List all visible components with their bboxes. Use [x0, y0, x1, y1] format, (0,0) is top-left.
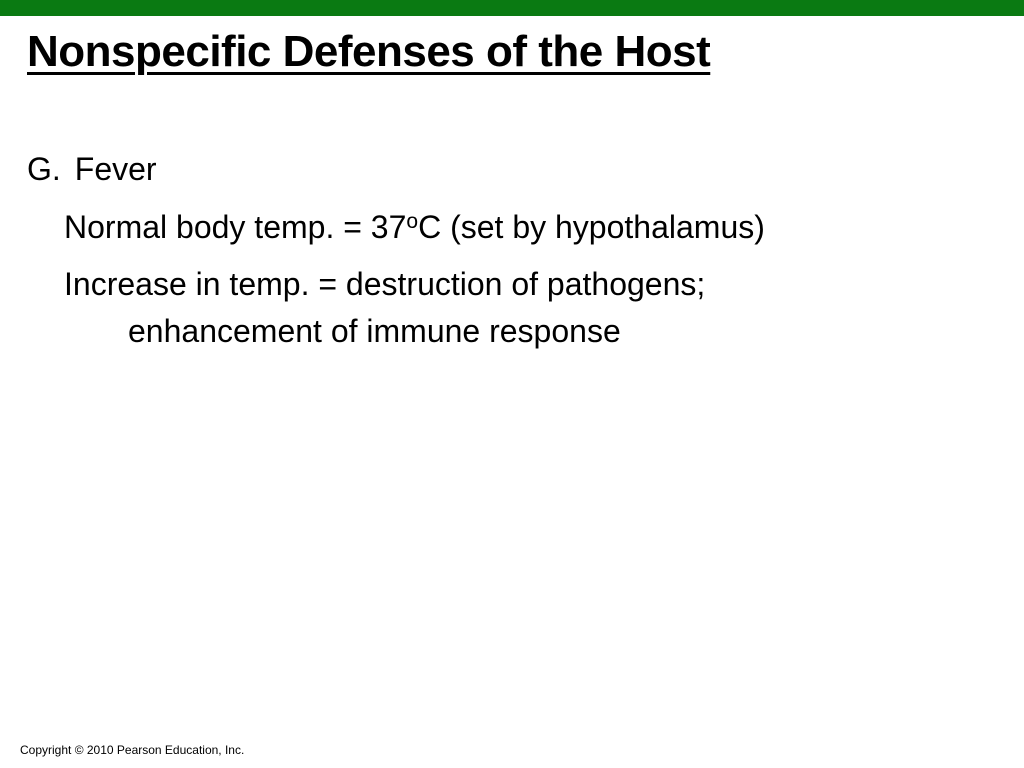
bullet-increase-temp: Increase in temp. = destruction of pathogens; [64, 266, 706, 302]
bullet-increase-temp-continuation: enhancement of immune response [128, 313, 621, 349]
copyright-notice: Copyright © 2010 Pearson Education, Inc. [20, 743, 245, 757]
bullet-normal-temp-text: Normal body temp. = 37 [64, 209, 407, 245]
slide-title: Nonspecific Defenses of the Host [27, 27, 711, 76]
degree-superscript: o [406, 210, 419, 233]
section-letter: G. [27, 151, 61, 187]
bullet-normal-temp [64, 208, 765, 246]
bullet-normal-temp-text-end: C (set by hypothalamus) [418, 209, 765, 245]
top-accent-bar [0, 0, 1024, 16]
section-heading [27, 150, 157, 188]
section-heading-text: Fever [74, 151, 157, 187]
